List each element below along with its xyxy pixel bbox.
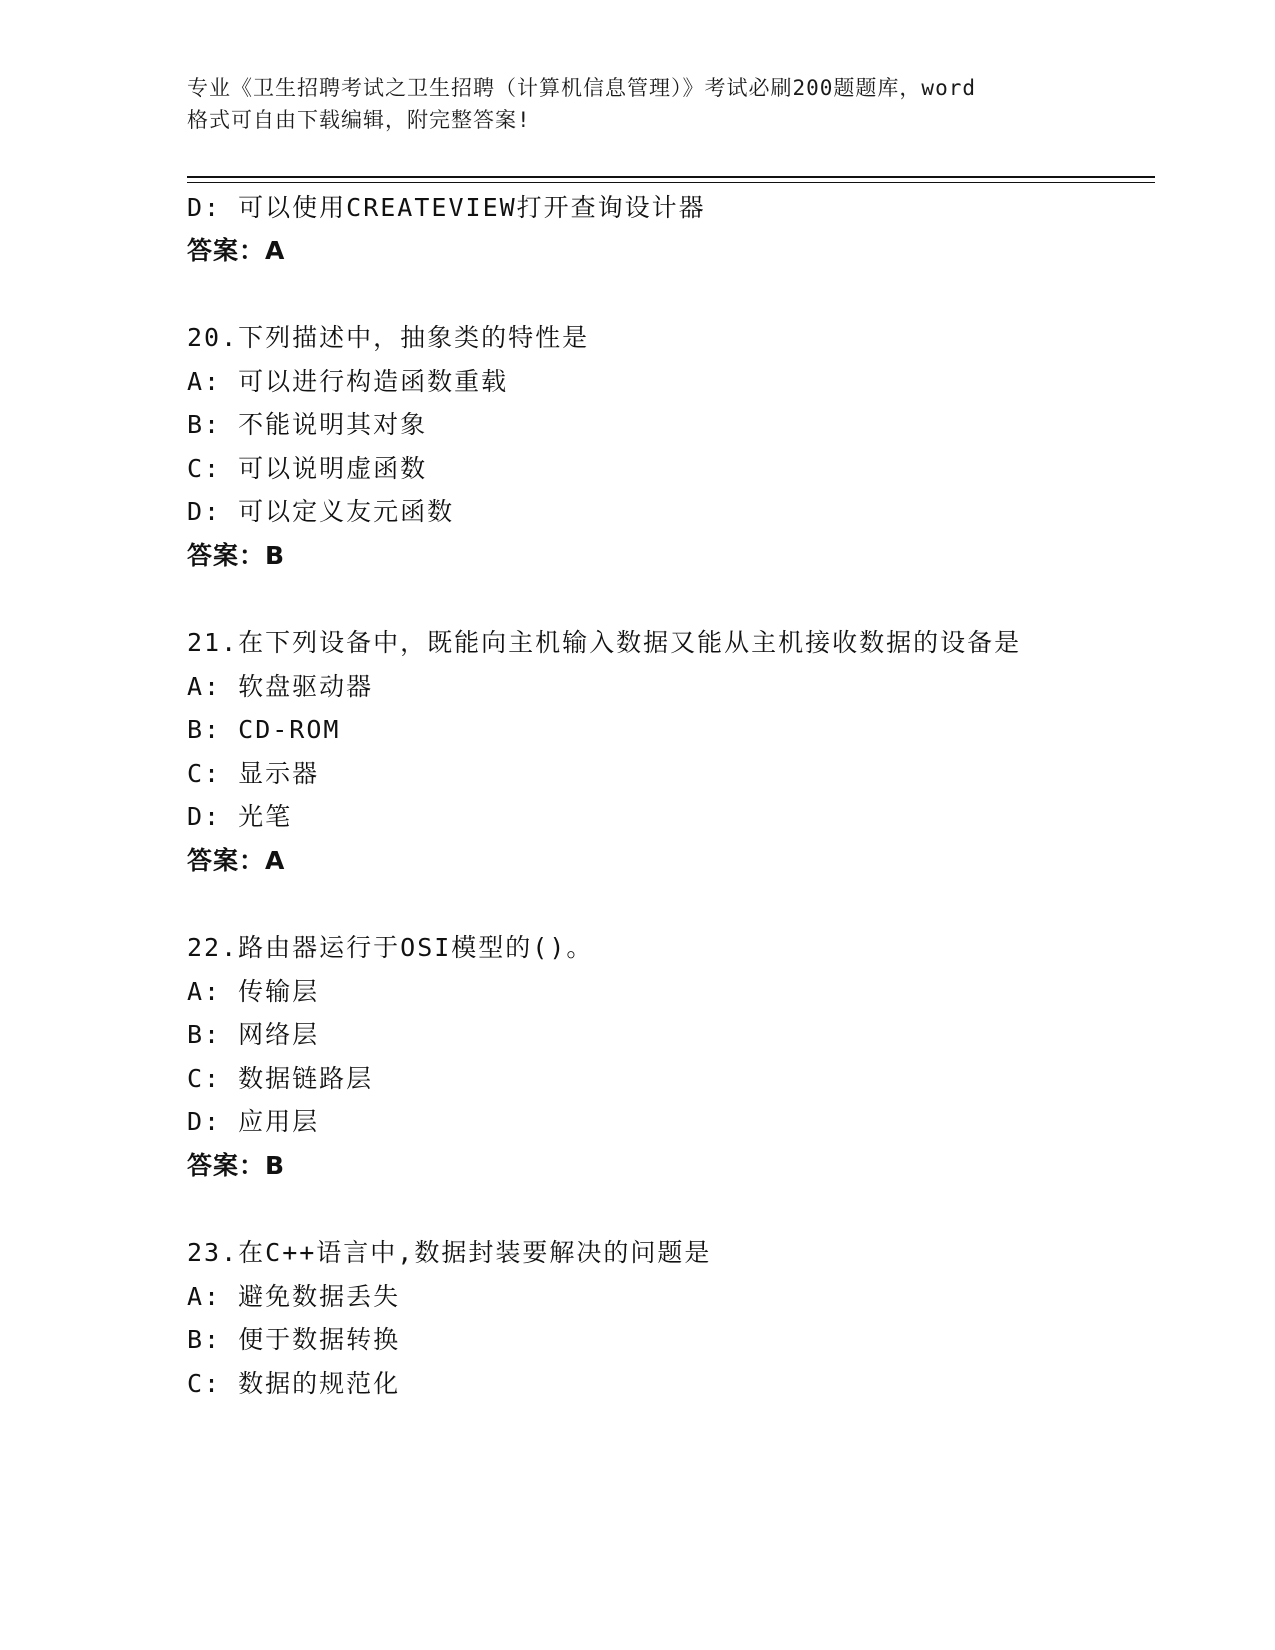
- q19-answer: 答案：A: [187, 236, 286, 265]
- q21-option-d: D: 光笔: [187, 802, 293, 831]
- q22-option-a: A: 传输层: [187, 977, 320, 1006]
- q20-option-c: C: 可以说明虚函数: [187, 454, 428, 483]
- header-divider-thick: [187, 176, 1155, 178]
- header-line-2: 格式可自由下载编辑，附完整答案!: [187, 108, 531, 132]
- q21-question: 21.在下列设备中，既能向主机输入数据又能从主机接收数据的设备是: [187, 628, 1022, 657]
- q20-answer: 答案：B: [187, 541, 286, 570]
- q21-option-b: B: CD-ROM: [187, 715, 341, 744]
- header-divider-thin: [187, 182, 1155, 183]
- q21-answer: 答案：A: [187, 846, 286, 875]
- q23-option-a: A: 避免数据丢失: [187, 1282, 401, 1311]
- document-header: [187, 72, 1087, 136]
- q19-option-d: D: 可以使用CREATEVIEW打开查询设计器: [187, 193, 706, 222]
- q21-option-c: C: 显示器: [187, 759, 320, 788]
- header-line-1: 专业《卫生招聘考试之卫生招聘（计算机信息管理）》考试必刷200题题库，word: [187, 76, 976, 100]
- q22-answer: 答案：B: [187, 1151, 286, 1180]
- q20-option-b: B: 不能说明其对象: [187, 410, 428, 439]
- q23-option-b: B: 便于数据转换: [187, 1325, 401, 1354]
- q22-question: 22.路由器运行于OSI模型的()。: [187, 933, 594, 962]
- q20-option-a: A: 可以进行构造函数重载: [187, 367, 509, 396]
- q22-option-c: C: 数据链路层: [187, 1064, 374, 1093]
- q21-option-a: A: 软盘驱动器: [187, 672, 374, 701]
- q22-option-b: B: 网络层: [187, 1020, 320, 1049]
- q22-option-d: D: 应用层: [187, 1107, 320, 1136]
- q23-question: 23.在C++语言中,数据封装要解决的问题是: [187, 1238, 712, 1267]
- q20-question: 20.下列描述中，抽象类的特性是: [187, 323, 590, 352]
- q20-option-d: D: 可以定义友元函数: [187, 497, 455, 526]
- q23-option-c: C: 数据的规范化: [187, 1369, 401, 1398]
